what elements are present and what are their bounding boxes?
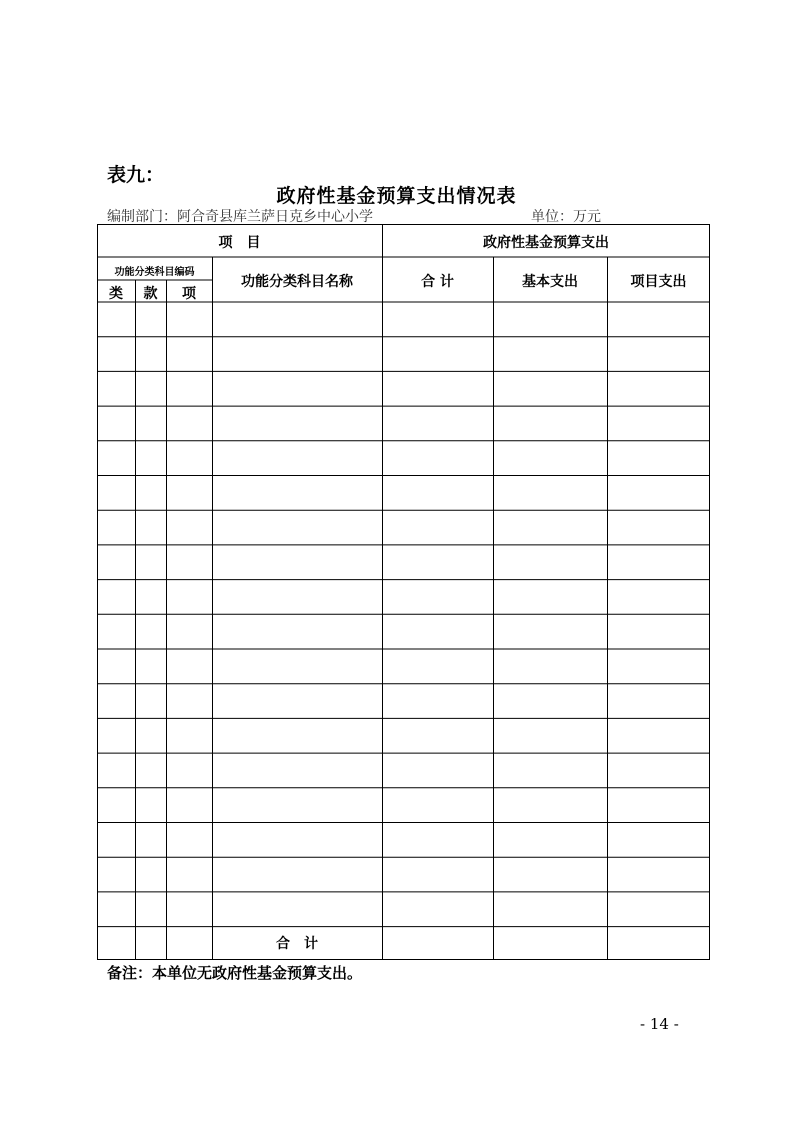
header-code: 功能分类科目编码 <box>114 267 195 278</box>
page-title: 政府性基金预算支出情况表 <box>276 185 517 207</box>
header-item: 项 <box>182 286 196 302</box>
header-section: 款 <box>143 286 158 302</box>
footer-total: 合 计 <box>276 936 318 952</box>
header-project: 项 目 <box>218 235 261 251</box>
header-fund-expense: 政府性基金预算支出 <box>483 235 609 251</box>
header-class: 类 <box>109 286 123 302</box>
header-total: 合 计 <box>421 274 454 290</box>
table-number: 表九： <box>107 164 165 186</box>
header-subject-name: 功能分类科目名称 <box>241 274 353 290</box>
department-label: 编制部门：阿合奇县库兰萨日克乡中心小学 <box>107 209 373 225</box>
unit-label: 单位：万元 <box>531 209 601 225</box>
remark: 备注：本单位无政府性基金预算支出。 <box>107 964 363 982</box>
header-basic-expense: 基本支出 <box>522 274 578 290</box>
page-number: - 14 - <box>640 1015 679 1033</box>
budget-table <box>97 224 710 960</box>
table-grid-lines <box>97 224 710 960</box>
header-project-expense: 项目支出 <box>630 274 687 290</box>
